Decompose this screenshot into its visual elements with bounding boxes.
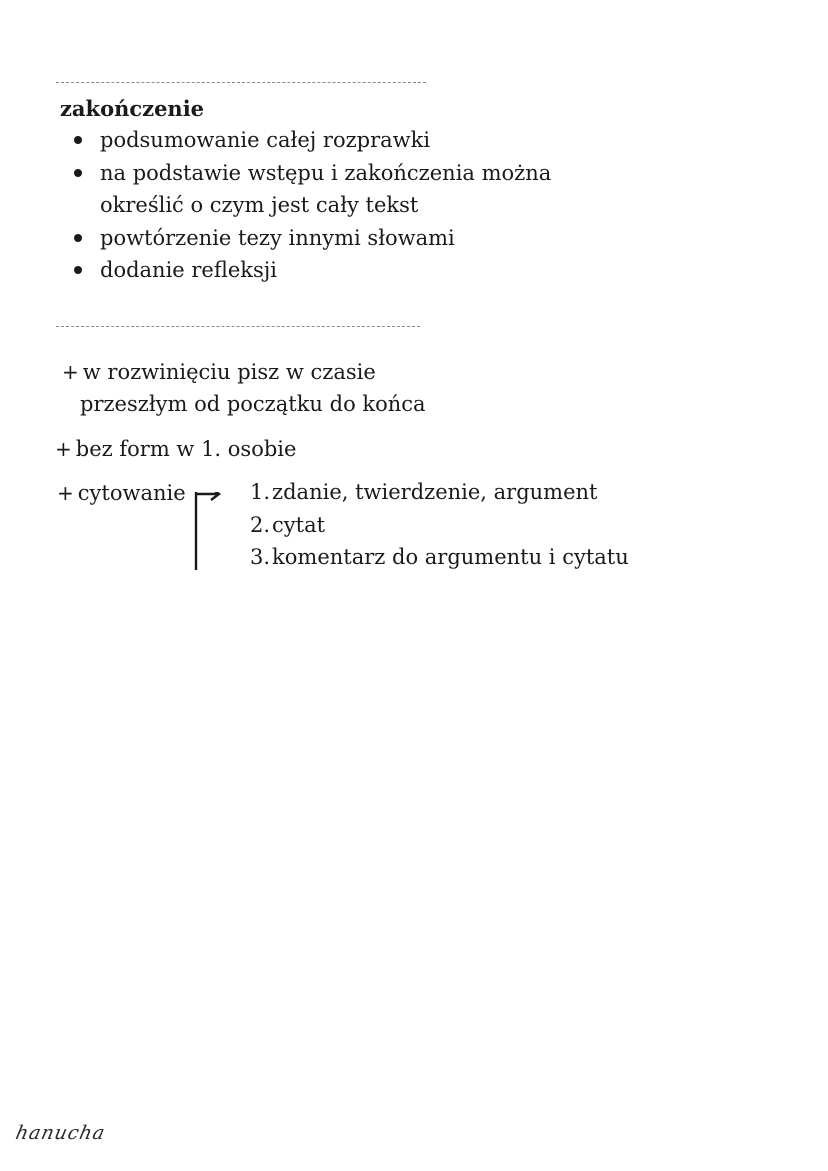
note-past-tense: [62, 356, 426, 420]
step-number: 1.: [250, 480, 271, 504]
bullet-text: powtórzenie tezy innymi słowami: [100, 225, 455, 250]
step-text: komentarz do argumentu i cytatu: [272, 545, 629, 569]
divider-middle: [56, 326, 420, 327]
conclusion-bullet-list: [72, 124, 551, 287]
bullet-text: podsumowanie całej rozprawki: [100, 128, 431, 152]
citation-steps-list: [250, 476, 629, 574]
list-item: [72, 254, 551, 287]
note-text: cytowanie: [77, 481, 186, 505]
note-text-continuation: przeszłym od początku do końca: [80, 392, 426, 416]
note-text: w rozwinięciu pisz w czasie: [82, 360, 376, 384]
step-number: 2.: [250, 512, 271, 537]
author-signature: hanucha: [13, 1122, 108, 1144]
bullet-text-continuation: określić o czym jest cały tekst: [100, 193, 419, 217]
step-number: 3.: [250, 545, 271, 569]
step-text: zdanie, twierdzenie, argument: [272, 480, 598, 504]
step-text: cytat: [272, 512, 326, 537]
list-item: [250, 541, 629, 574]
plus-icon: +: [62, 360, 79, 384]
plus-icon: +: [55, 437, 72, 461]
bullet-text: dodanie refleksji: [100, 258, 278, 282]
bracket-arrow-icon: [194, 492, 224, 570]
divider-top: [56, 82, 426, 83]
list-item: [250, 509, 629, 542]
note-text: bez form w 1. osobie: [75, 437, 297, 461]
list-item: [250, 476, 629, 509]
note-citation: [57, 477, 186, 509]
list-item: [72, 124, 551, 157]
note-first-person: [55, 433, 296, 465]
list-item: [72, 157, 551, 222]
plus-icon: +: [57, 481, 74, 505]
bullet-text: na podstawie wstępu i zakończenia można: [100, 160, 552, 185]
section-heading: zakończenie: [60, 96, 205, 121]
list-item: [72, 222, 551, 255]
